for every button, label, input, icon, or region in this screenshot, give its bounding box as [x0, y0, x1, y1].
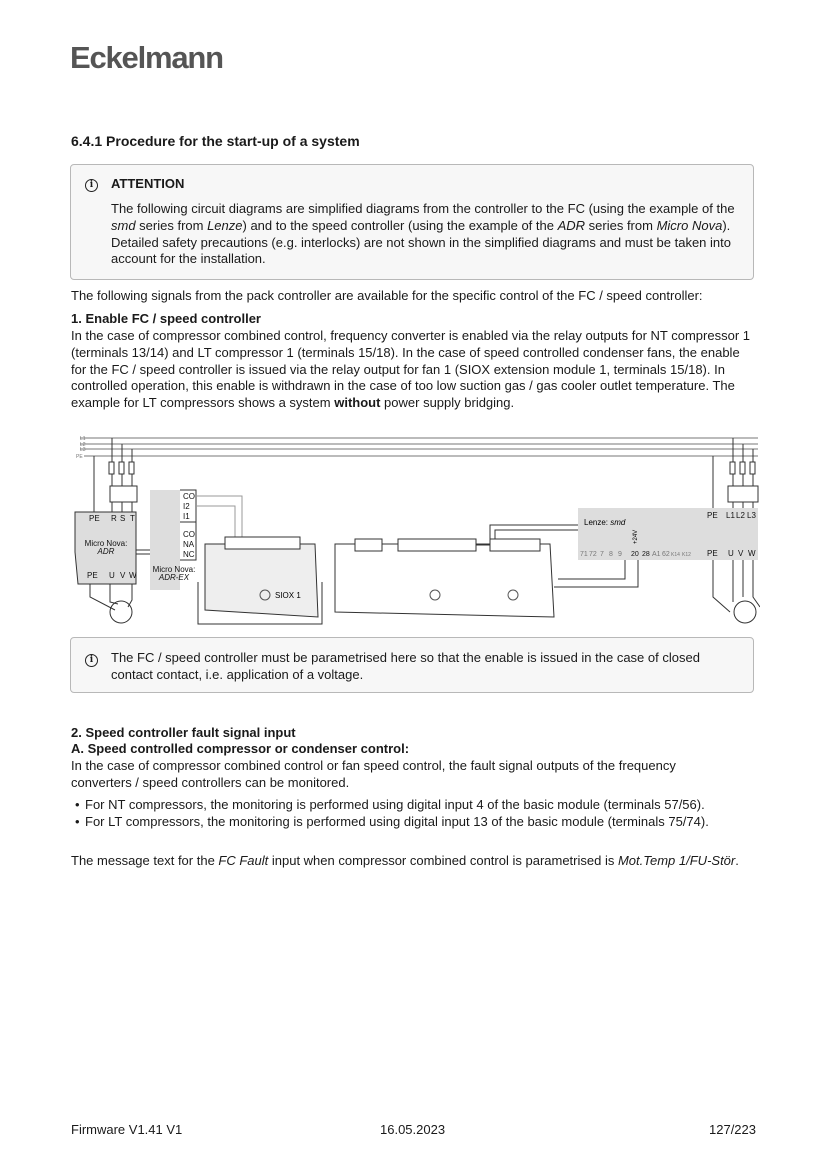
adrex-co: CO — [183, 492, 195, 501]
adr-s: S — [120, 514, 126, 523]
adr-pe2: PE — [87, 571, 98, 580]
adrex-na: NA — [183, 540, 195, 549]
bullet-item: • For NT compressors, the monitoring is performed using digital input 4 of the basic module (terminals 57/56). — [71, 797, 757, 814]
adr-model: ADR — [97, 547, 115, 556]
eckelmann-logo: Eckelmann — [70, 40, 223, 75]
lenze-24v: +24V — [633, 529, 639, 544]
adrex-label: Micro Nova: — [152, 565, 196, 574]
adrex-i2: I2 — [183, 502, 190, 511]
motor-icon — [734, 601, 756, 623]
lenze-t9: 9 — [618, 551, 622, 558]
lenze-t62: 62 — [662, 551, 670, 558]
lenze-t28: 28 — [642, 551, 650, 558]
lenze-t7: 7 — [600, 551, 604, 558]
lenze-w: W — [748, 549, 756, 558]
bullet-item: • For LT compressors, the monitoring is performed using digital input 13 of the basic module (terminals 75/74). — [71, 814, 715, 831]
lenze-l2: L2 — [736, 511, 745, 520]
enable-text: In the case of compressor combined control, frequency converter is enabled via the relay outputs for NT compressor 1 (terminals 13/14) and LT compressor 1 (terminals 15/18). In the case of speed controlled condenser fans, the enable for the FC / speed controller is issued via the relay output for fan 1 (SIOX extension module 1, terminals 15/18). In controlled operation, this enable is withdrawn in the case of too low suction gas / gas cooler outlet temperature. The example for LT compressors shows a system without power supply bridging. — [71, 328, 750, 411]
info-icon: i — [85, 179, 98, 192]
adr-label: Micro Nova: — [84, 539, 128, 548]
fault-subtitle: A. Speed controlled compressor or condenser control: — [71, 741, 410, 756]
fault-text: In the case of compressor combined control or fan speed control, the fault signal outputs of the frequency converters / speed controllers can be monitored. — [71, 758, 676, 790]
lenze-k14: K14 — [671, 552, 680, 558]
adrex-model: ADR-EX — [158, 573, 190, 582]
fault-message-text: The message text for the FC Fault input when compressor combined control is parametrised is Mot.Temp 1/FU-Stör. — [71, 853, 739, 868]
adrex-i1: I1 — [183, 512, 190, 521]
note-text: The FC / speed controller must be parametrised here so that the enable is issued in the case of closed contact contact, i.e. application of a voltage. — [111, 650, 700, 682]
line-l3: L3 — [80, 447, 86, 453]
fan-motor-icon — [110, 601, 132, 623]
lenze-t72: 72 — [589, 551, 597, 558]
lenze-u: U — [728, 549, 734, 558]
lenze-ta1: A1 — [652, 551, 661, 558]
siox-label: SIOX 1 — [275, 591, 301, 600]
line-l1: L1 — [80, 436, 86, 442]
adrex-nc: NC — [183, 550, 195, 559]
footer-date: 16.05.2023 — [380, 1122, 446, 1137]
lenze-l3: L3 — [747, 511, 756, 520]
attention-text: The following circuit diagrams are simplified diagrams from the controller to the FC (using the example of the smd series from Lenze) and to the speed controller (using the example of the ADR series from Micro Nova). Detailed safety precautions (e.g. interlocks) are not shown in the simplified diagrams and must be taken into account for the installation. — [111, 201, 735, 267]
attention-title: ATTENTION — [111, 176, 185, 191]
adr-w: W — [129, 571, 137, 580]
info-icon: i — [85, 654, 98, 667]
lenze-t20: 20 — [631, 551, 639, 558]
lenze-t71: 71 — [580, 551, 588, 558]
note-box — [70, 637, 754, 693]
attention-box — [70, 164, 754, 280]
footer-page: 127/223 — [709, 1122, 756, 1137]
footer-firmware: Firmware V1.41 V1 — [71, 1122, 183, 1137]
adrex-co2: CO — [183, 530, 195, 539]
line-pe: PE — [76, 454, 83, 460]
lenze-pe: PE — [707, 511, 718, 520]
lenze-pe2: PE — [707, 549, 718, 558]
fault-title: 2. Speed controller fault signal input — [71, 725, 296, 740]
section-title: 6.4.1 Procedure for the start-up of a system — [71, 133, 360, 149]
line-l2: L2 — [80, 442, 86, 448]
adr-r: R — [111, 514, 117, 523]
adr-t: T — [130, 514, 135, 523]
enable-title: 1. Enable FC / speed controller — [71, 311, 261, 326]
lenze-v: V — [738, 549, 744, 558]
intro-text: The following signals from the pack controller are available for the specific control of the FC / speed controller: — [71, 288, 703, 303]
lenze-l1: L1 — [726, 511, 735, 520]
fault-bullets — [71, 797, 757, 831]
lenze-k12: K12 — [682, 552, 691, 558]
adr-v: V — [120, 571, 126, 580]
circuit-diagram — [70, 432, 760, 632]
lenze-t8: 8 — [609, 551, 613, 558]
adr-pe: PE — [89, 514, 100, 523]
lenze-label: Lenze: smd — [584, 518, 626, 527]
adr-u: U — [109, 571, 115, 580]
